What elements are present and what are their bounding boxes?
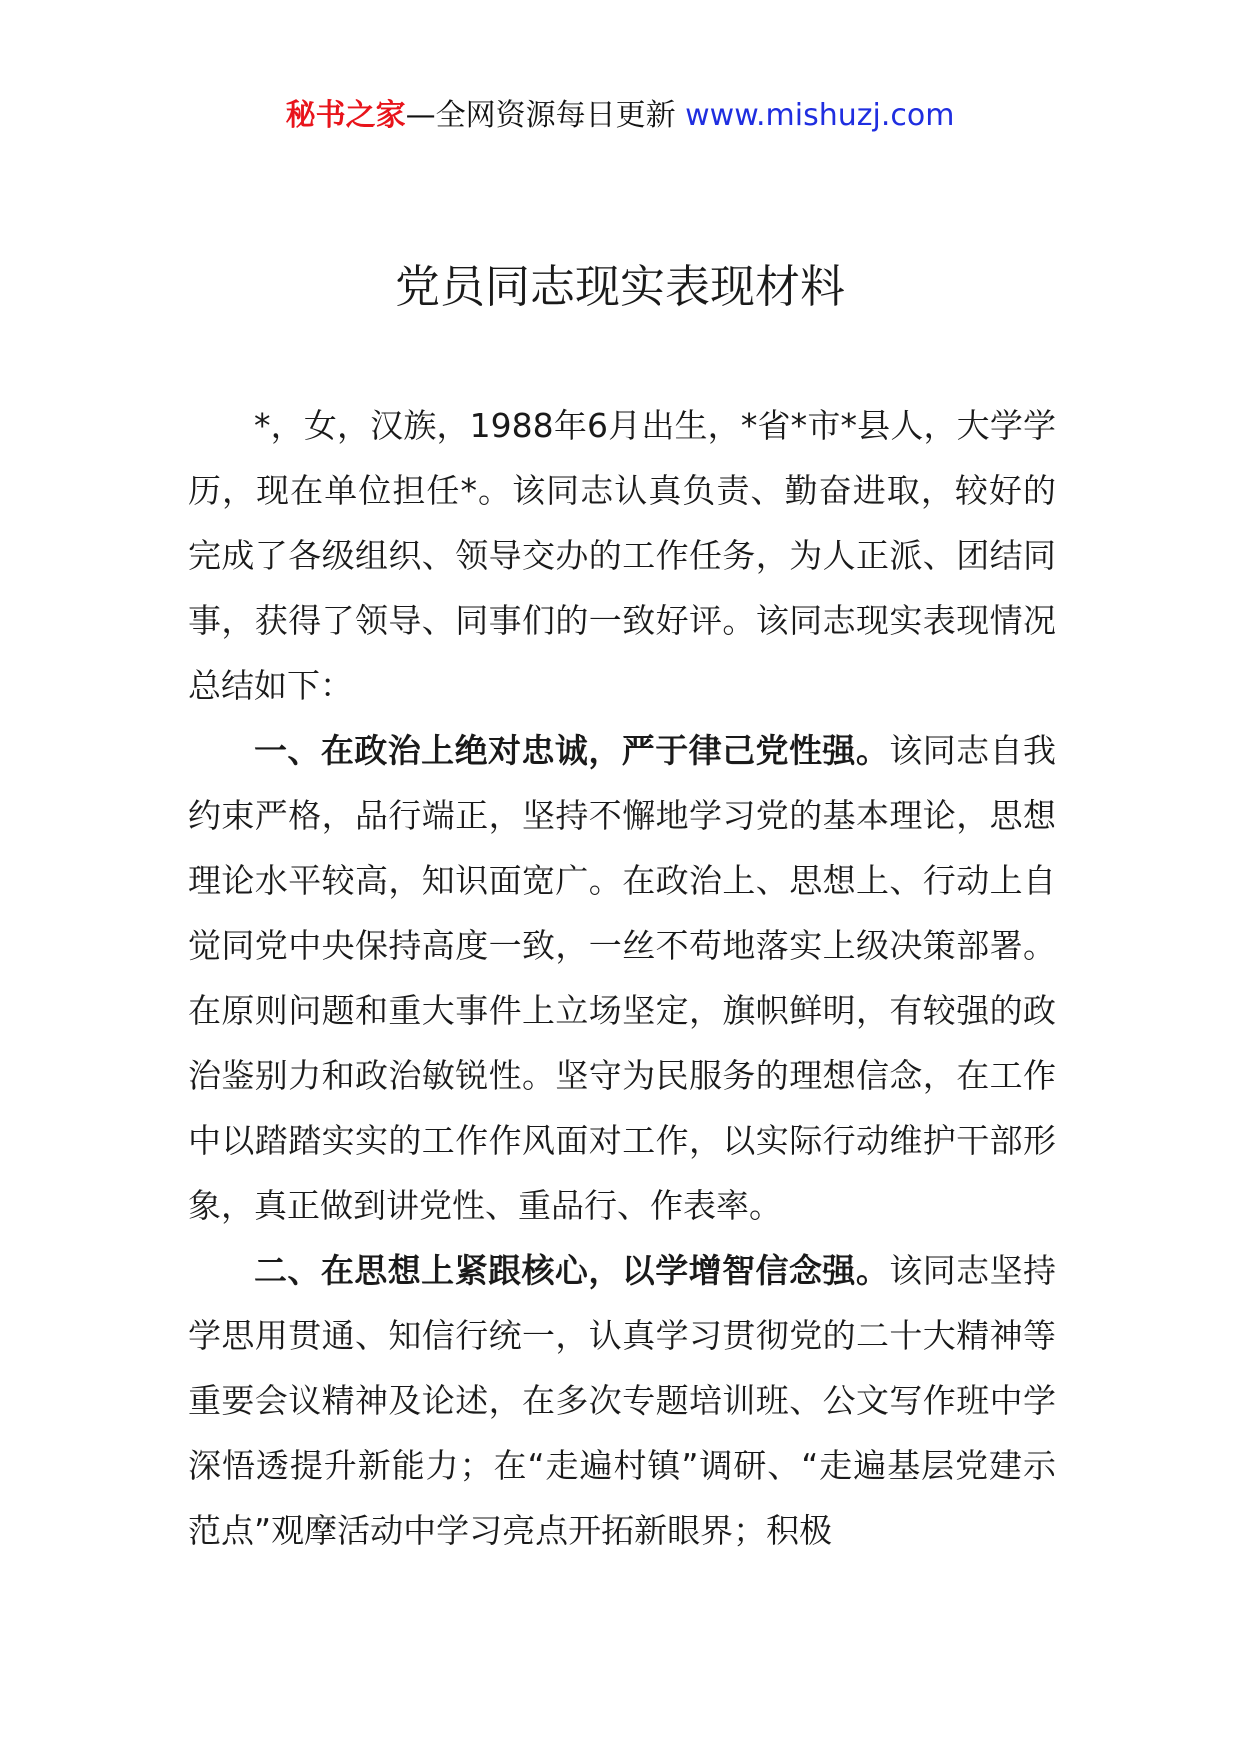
site-header [0, 96, 1240, 136]
paragraph-section-one [188, 718, 1056, 1238]
section-heading: 二、在思想上紧跟核心，以学增智信念强。 [254, 1251, 890, 1290]
paragraph-section-two [188, 1238, 1056, 1563]
paragraph-intro [188, 393, 1056, 718]
paragraph-text: 该同志自我约束严格，品行端正，坚持不懈地学习党的基本理论，思想理论水平较高，知识面宽广。在政治上、思想上、行动上自觉同党中央保持高度一致，一丝不苟地落实上级决策部署。在原则问题和重大事件上立场坚定，旗帜鲜明，有较强的政治鉴别力和政治敏锐性。坚守为民服务的理想信念，在工作中以踏踏实实的工作作风面对工作，以实际行动维护干部形象，真正做到讲党性、重品行、作表率。 [188, 731, 1057, 1225]
section-heading: 一、在政治上绝对忠诚，严于律己党性强。 [254, 731, 890, 770]
paragraph-text: 该同志坚持学思用贯通、知信行统一，认真学习贯彻党的二十大精神等重要会议精神及论述，在多次专题培训班、公文写作班中学深悟透提升新能力；在“走遍村镇”调研、“走遍基层党建示范点”观摩活动中学习亮点开拓新眼界；积极 [188, 1251, 1057, 1550]
document-body [188, 393, 1056, 1563]
document-title: 党员同志现实表现材料 [394, 260, 845, 313]
paragraph-text: *，女，汉族，1988年6月出生，*省*市*县人，大学学历，现在单位担任*。该同志认真负责、勤奋进取，较好的完成了各级组织、领导交办的工作任务，为人正派、团结同事，获得了领导、同事们的一致好评。该同志现实表现情况总结如下： [188, 406, 1056, 705]
site-tagline: —全网资源每日更新 [405, 98, 676, 133]
site-brand: 秘书之家 [285, 98, 406, 133]
site-url-link[interactable]: www.mishuzj.com [685, 98, 955, 133]
